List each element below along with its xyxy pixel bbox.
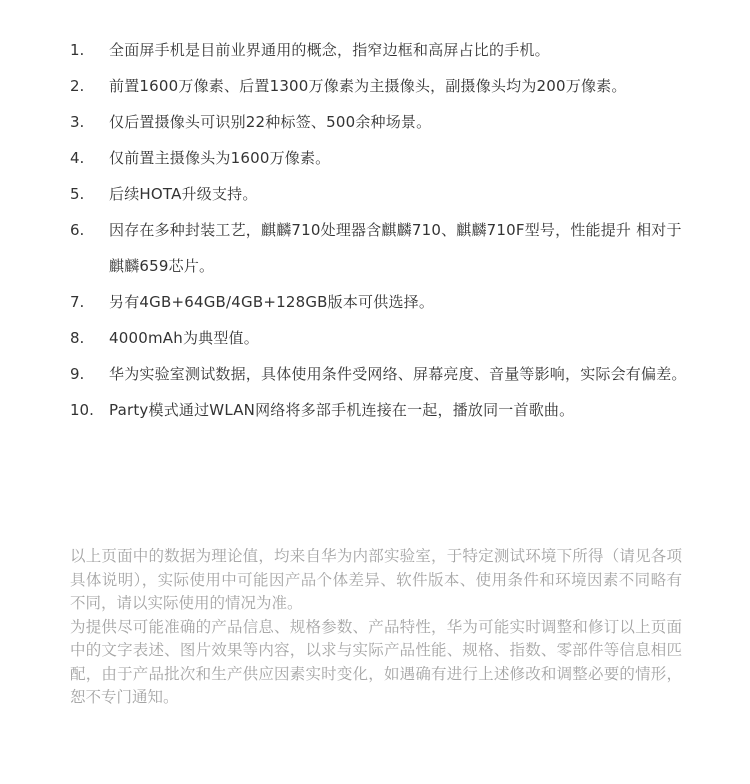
footnote-text: 仅后置摄像头可识别22种标签、500余种场景。 [109,113,432,131]
footnote-text: 华为实验室测试数据，具体使用条件受网络、屏幕亮度、音量等影响，实际会有偏差。 [109,365,687,383]
footnote-item-9 [70,356,690,392]
footnote-text: 全面屏手机是目前业界通用的概念，指窄边框和高屏占比的手机。 [109,41,550,59]
footnote-item-6 [70,212,690,284]
footnote-number: 2. [70,77,85,95]
footnote-item-7 [70,284,690,320]
disclaimer-paragraph-2: 为提供尽可能准确的产品信息、规格参数、产品特性，华为可能实时调整和修订以上页面中的文字表述、图片效果等内容，以求与实际产品性能、规格、指数、零部件等信息相匹配，由于产品批次和生产供应因素实时变化，如遇确有进行上述修改和调整必要的情形，恕不专门通知。 [70,617,682,706]
footnote-item-8 [70,320,690,356]
footnote-number: 6. [70,221,85,239]
footnote-list [70,32,690,428]
footnote-item-3 [70,104,690,140]
footnote-text: Party模式通过WLAN网络将多部手机连接在一起，播放同一首歌曲。 [109,401,575,419]
footnote-text: 另有4GB+64GB/4GB+128GB版本可供选择。 [109,293,435,311]
footnote-text: 因存在多种封装工艺，麒麟710处理器含麒麟710、麒麟710F型号，性能提升 相对于麒麟659芯片。 [109,221,682,275]
disclaimer-block [70,545,682,710]
footnote-number: 4. [70,149,85,167]
footnote-number: 1. [70,41,85,59]
footnote-text: 前置1600万像素、后置1300万像素为主摄像头，副摄像头均为200万像素。 [109,77,627,95]
footnote-item-5 [70,176,690,212]
footnote-item-4 [70,140,690,176]
footnote-number: 10. [70,401,94,419]
footnote-text: 仅前置主摄像头为1600万像素。 [109,149,331,167]
footnote-number: 3. [70,113,85,131]
footnote-number: 8. [70,329,85,347]
disclaimer-paragraph-1: 以上页面中的数据为理论值，均来自华为内部实验室，于特定测试环境下所得（请见各项具体说明），实际使用中可能因产品个体差异、软件版本、使用条件和环境因素不同略有不同，请以实际使用的情况为准。 [70,547,682,612]
footnote-text: 4000mAh为典型值。 [109,329,259,347]
footnote-number: 9. [70,365,85,383]
footnote-number: 5. [70,185,85,203]
footnote-text: 后续HOTA升级支持。 [109,185,258,203]
footnote-number: 7. [70,293,85,311]
footnote-item-10 [70,392,690,428]
footnote-item-1 [70,32,690,68]
footnote-item-2 [70,68,690,104]
